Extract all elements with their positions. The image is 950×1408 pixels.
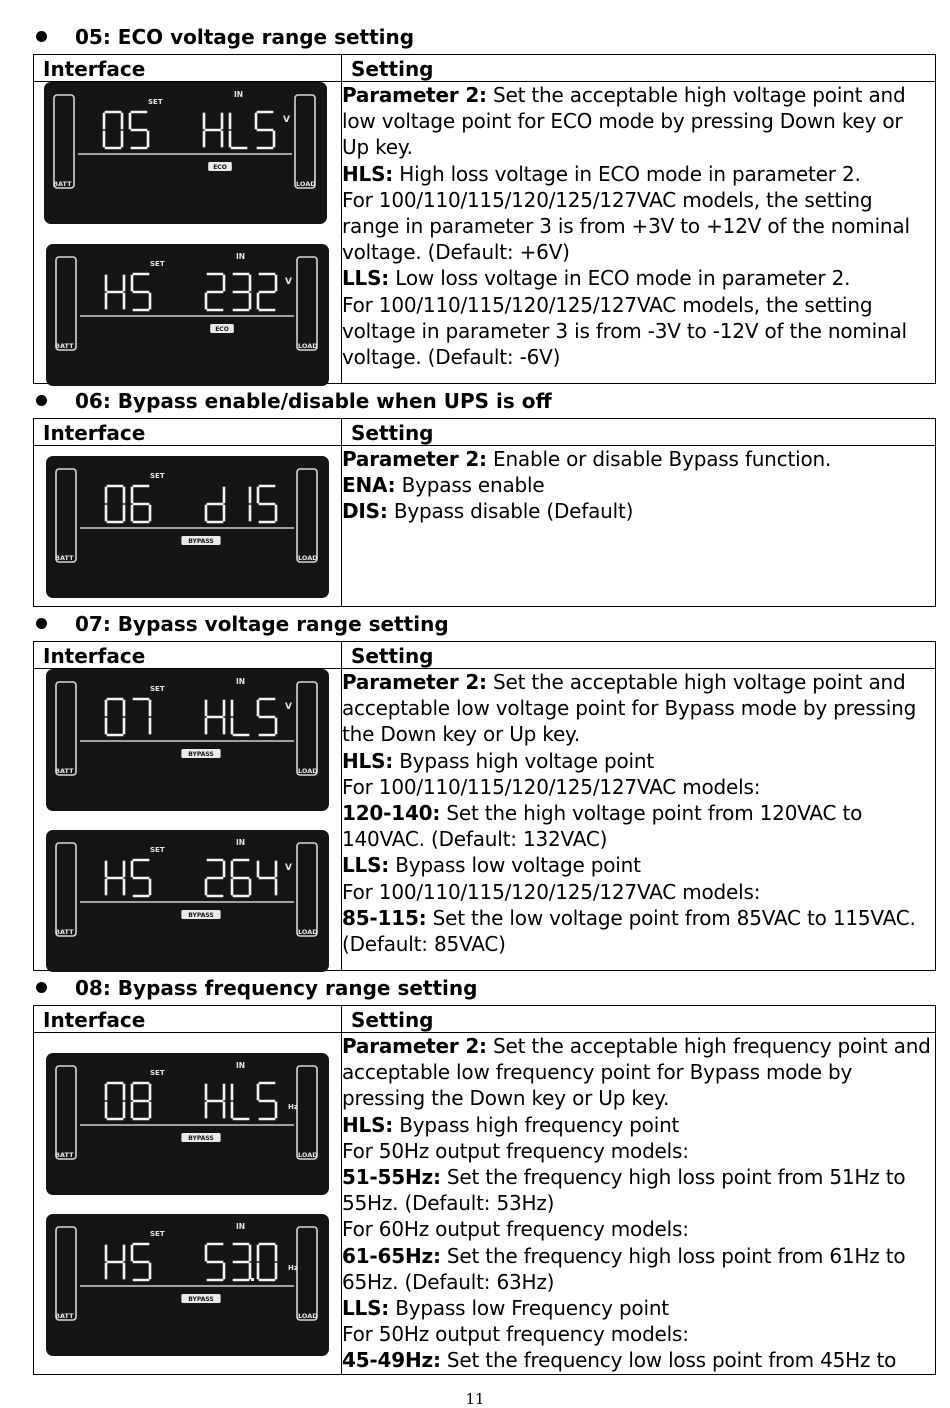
page-number: 11	[465, 1390, 485, 1408]
unit-label: Hz	[288, 1103, 298, 1111]
load-label: LOAD	[298, 1151, 318, 1159]
setting-cell	[342, 669, 936, 971]
setting-cell	[342, 1033, 936, 1375]
setting-line	[342, 852, 935, 878]
lcd-code	[106, 486, 150, 522]
setting-description: For 60Hz output frequency models:	[342, 1217, 689, 1242]
set-label: SET	[150, 846, 165, 854]
setting-line	[342, 1112, 935, 1138]
set-label: SET	[150, 1230, 165, 1238]
col-setting: Setting	[342, 55, 936, 82]
lcd-value	[204, 112, 274, 148]
setting-description: For 100/110/115/120/125/127VAC models:	[342, 879, 761, 904]
setting-description: Set the low voltage point from 85VAC to 115VAC. (Default: 85VAC)	[342, 905, 916, 957]
setting-term: LLS:	[342, 1296, 390, 1321]
lcd-graphic	[44, 82, 327, 224]
mode-label: BYPASS	[188, 1135, 214, 1143]
section-title: 06: Bypass enable/disable when UPS is off	[75, 389, 552, 413]
mode-label: ECO	[213, 164, 227, 172]
settings-table-06	[33, 418, 936, 607]
set-label: SET	[150, 472, 165, 480]
setting-line	[342, 1033, 935, 1112]
lcd-value	[206, 699, 276, 735]
setting-line	[342, 82, 935, 161]
load-bar-icon	[297, 1066, 317, 1159]
battery-bar-icon	[56, 1066, 76, 1159]
setting-line	[342, 905, 935, 957]
mode-label: BYPASS	[188, 1296, 214, 1304]
lcd-value	[206, 1083, 276, 1119]
batt-label: BATT	[53, 180, 72, 188]
battery-bar-icon	[56, 682, 76, 775]
load-label: LOAD	[298, 1312, 318, 1320]
lcd-graphic	[46, 830, 329, 972]
settings-table-07	[33, 641, 936, 971]
in-label: IN	[236, 252, 246, 261]
battery-bar-icon	[56, 1227, 76, 1320]
lcd-code	[106, 860, 150, 896]
col-interface: Interface	[34, 1006, 342, 1033]
section-title: 05: ECO voltage range setting	[75, 25, 415, 49]
setting-term: 45-49Hz:	[342, 1348, 441, 1373]
setting-line	[342, 669, 935, 748]
lcd-graphic	[46, 1053, 329, 1195]
in-label: IN	[234, 90, 244, 99]
load-bar-icon	[297, 1227, 317, 1320]
setting-line	[342, 1321, 935, 1347]
setting-line	[342, 774, 935, 800]
setting-term: HLS:	[342, 748, 394, 773]
set-label: SET	[150, 685, 165, 693]
setting-description: Enable or disable Bypass function.	[486, 447, 832, 471]
batt-label: BATT	[55, 767, 74, 775]
load-label: LOAD	[296, 180, 316, 188]
batt-label: BATT	[55, 554, 74, 562]
unit-label: Hz	[288, 1264, 298, 1272]
col-interface: Interface	[34, 419, 342, 446]
setting-line	[342, 1295, 935, 1321]
setting-description: Set the frequency high loss point from 61Hz to 65Hz. (Default: 63Hz)	[342, 1243, 906, 1294]
setting-line	[342, 161, 935, 187]
section-heading-07	[36, 612, 449, 636]
setting-line	[342, 187, 935, 266]
battery-bar-icon	[54, 95, 74, 188]
section-title: 07: Bypass voltage range setting	[75, 612, 449, 636]
col-setting: Setting	[342, 419, 936, 446]
batt-label: BATT	[55, 1312, 74, 1320]
lcd-code	[106, 274, 150, 310]
setting-term: Parameter 2:	[342, 670, 487, 694]
setting-term: 85-115:	[342, 905, 427, 930]
setting-term: HLS:	[342, 1112, 394, 1137]
setting-description: Bypass high frequency point	[393, 1112, 680, 1137]
load-label: LOAD	[298, 342, 318, 350]
setting-description: For 50Hz output frequency models:	[342, 1138, 689, 1163]
in-label: IN	[236, 677, 246, 686]
setting-line	[342, 1347, 935, 1373]
load-label: LOAD	[298, 767, 318, 775]
setting-line	[342, 1243, 935, 1295]
setting-term: ENA:	[342, 473, 396, 498]
setting-description: Bypass low Frequency point	[389, 1296, 669, 1321]
setting-description: For 100/110/115/120/125/127VAC models, the setting voltage in parameter 3 is from -3V to -12V of the nominal voltage. (Default: -6V)	[342, 292, 907, 370]
setting-description: For 100/110/115/120/125/127VAC models:	[342, 774, 761, 799]
set-label: SET	[150, 1069, 165, 1077]
setting-term: 61-65Hz:	[342, 1243, 441, 1268]
settings-table-05	[33, 54, 936, 384]
setting-term: Parameter 2:	[342, 447, 487, 471]
interface-cell	[34, 446, 342, 607]
setting-description: For 100/110/115/120/125/127VAC models, the setting range in parameter 3 is from +3V to +12V of the nominal voltage. (Default: +6V)	[342, 187, 910, 265]
setting-description: Set the high voltage point from 120VAC to 140VAC. (Default: 132VAC)	[342, 801, 863, 852]
in-label: IN	[236, 1222, 246, 1231]
lcd-code	[106, 1083, 150, 1119]
section-title: 08: Bypass frequency range setting	[75, 976, 478, 1000]
unit-label: V	[285, 277, 292, 287]
lcd-code	[106, 699, 150, 735]
setting-description: Set the frequency high loss point from 51Hz to 55Hz. (Default: 53Hz)	[342, 1165, 906, 1216]
setting-cell	[342, 446, 936, 607]
lcd-value	[206, 274, 276, 310]
load-bar-icon	[297, 257, 317, 350]
unit-label: V	[285, 863, 292, 873]
load-bar-icon	[297, 843, 317, 936]
bullet-icon	[36, 618, 47, 629]
lcd-display	[46, 1214, 329, 1356]
interface-cell	[34, 669, 342, 971]
lcd-display	[46, 1053, 329, 1195]
load-bar-icon	[297, 469, 317, 562]
battery-bar-icon	[56, 469, 76, 562]
setting-line	[342, 879, 935, 905]
lcd-display	[44, 82, 327, 224]
lcd-value	[206, 486, 276, 522]
unit-label: V	[283, 115, 290, 125]
batt-label: BATT	[55, 342, 74, 350]
lcd-display	[46, 456, 329, 598]
setting-term: LLS:	[342, 853, 390, 878]
lcd-graphic	[46, 456, 329, 598]
lcd-code	[106, 1244, 150, 1280]
setting-term: HLS:	[342, 161, 394, 186]
mode-label: ECO	[215, 326, 229, 334]
setting-term: DIS:	[342, 499, 388, 524]
setting-description: Bypass disable (Default)	[387, 499, 634, 524]
lcd-value	[206, 860, 276, 896]
setting-line	[342, 292, 935, 371]
setting-line	[342, 1138, 935, 1164]
setting-cell	[342, 82, 936, 384]
battery-bar-icon	[56, 257, 76, 350]
in-label: IN	[236, 838, 246, 847]
setting-description: Set the acceptable high frequency point and acceptable low frequency point for Bypass mode by pressing the Down key or Up key.	[342, 1034, 931, 1111]
col-interface: Interface	[34, 55, 342, 82]
section-heading-08	[36, 976, 477, 1000]
setting-term: 120-140:	[342, 801, 441, 826]
col-interface: Interface	[34, 642, 342, 669]
load-label: LOAD	[298, 928, 318, 936]
mode-label: BYPASS	[188, 912, 214, 920]
setting-line	[342, 800, 935, 852]
setting-line	[342, 1164, 935, 1216]
set-label: SET	[150, 260, 165, 268]
batt-label: BATT	[55, 928, 74, 936]
bullet-icon	[36, 395, 47, 406]
in-label: IN	[236, 1061, 246, 1070]
setting-description: Bypass enable	[395, 473, 545, 498]
setting-term: 51-55Hz:	[342, 1165, 441, 1190]
interface-cell	[34, 1033, 342, 1375]
setting-description: For 50Hz output frequency models:	[342, 1322, 689, 1347]
setting-description: Set the frequency low loss point from 45Hz to	[440, 1348, 897, 1373]
unit-label: V	[285, 702, 292, 712]
setting-line	[342, 446, 935, 472]
setting-line	[342, 498, 935, 524]
setting-description: Low loss voltage in ECO mode in parameter 2.	[389, 266, 851, 291]
setting-description: Set the acceptable high voltage point and low voltage point for ECO mode by pressing Down key or Up key.	[342, 83, 906, 160]
setting-line	[342, 265, 935, 291]
setting-term: Parameter 2:	[342, 1034, 487, 1058]
section-heading-06	[36, 389, 552, 413]
lcd-code	[104, 112, 148, 148]
set-label: SET	[148, 98, 163, 106]
lcd-value	[206, 1244, 276, 1281]
setting-description: High loss voltage in ECO mode in parameter 2.	[393, 161, 861, 186]
col-setting: Setting	[342, 642, 936, 669]
setting-line	[342, 748, 935, 774]
bullet-icon	[36, 31, 47, 42]
bullet-icon	[36, 982, 47, 993]
settings-table-08	[33, 1005, 936, 1375]
mode-label: BYPASS	[188, 751, 214, 759]
section-heading-05	[36, 25, 414, 49]
col-setting: Setting	[342, 1006, 936, 1033]
setting-description: Set the acceptable high voltage point and acceptable low voltage point for Bypass mode by pressing the Down key or Up key.	[342, 670, 917, 747]
lcd-display	[46, 244, 329, 386]
lcd-display	[46, 669, 329, 811]
load-label: LOAD	[298, 554, 318, 562]
setting-line	[342, 472, 935, 498]
setting-description: Bypass high voltage point	[393, 748, 655, 773]
lcd-display	[46, 830, 329, 972]
lcd-graphic	[46, 669, 329, 811]
setting-term: LLS:	[342, 266, 390, 291]
battery-bar-icon	[56, 843, 76, 936]
setting-line	[342, 1216, 935, 1242]
lcd-graphic	[46, 244, 329, 386]
setting-description: Bypass low voltage point	[389, 853, 641, 878]
interface-cell	[34, 82, 342, 384]
batt-label: BATT	[55, 1151, 74, 1159]
lcd-graphic	[46, 1214, 329, 1356]
setting-term: Parameter 2:	[342, 83, 487, 107]
load-bar-icon	[297, 682, 317, 775]
load-bar-icon	[295, 95, 315, 188]
mode-label: BYPASS	[188, 538, 214, 546]
